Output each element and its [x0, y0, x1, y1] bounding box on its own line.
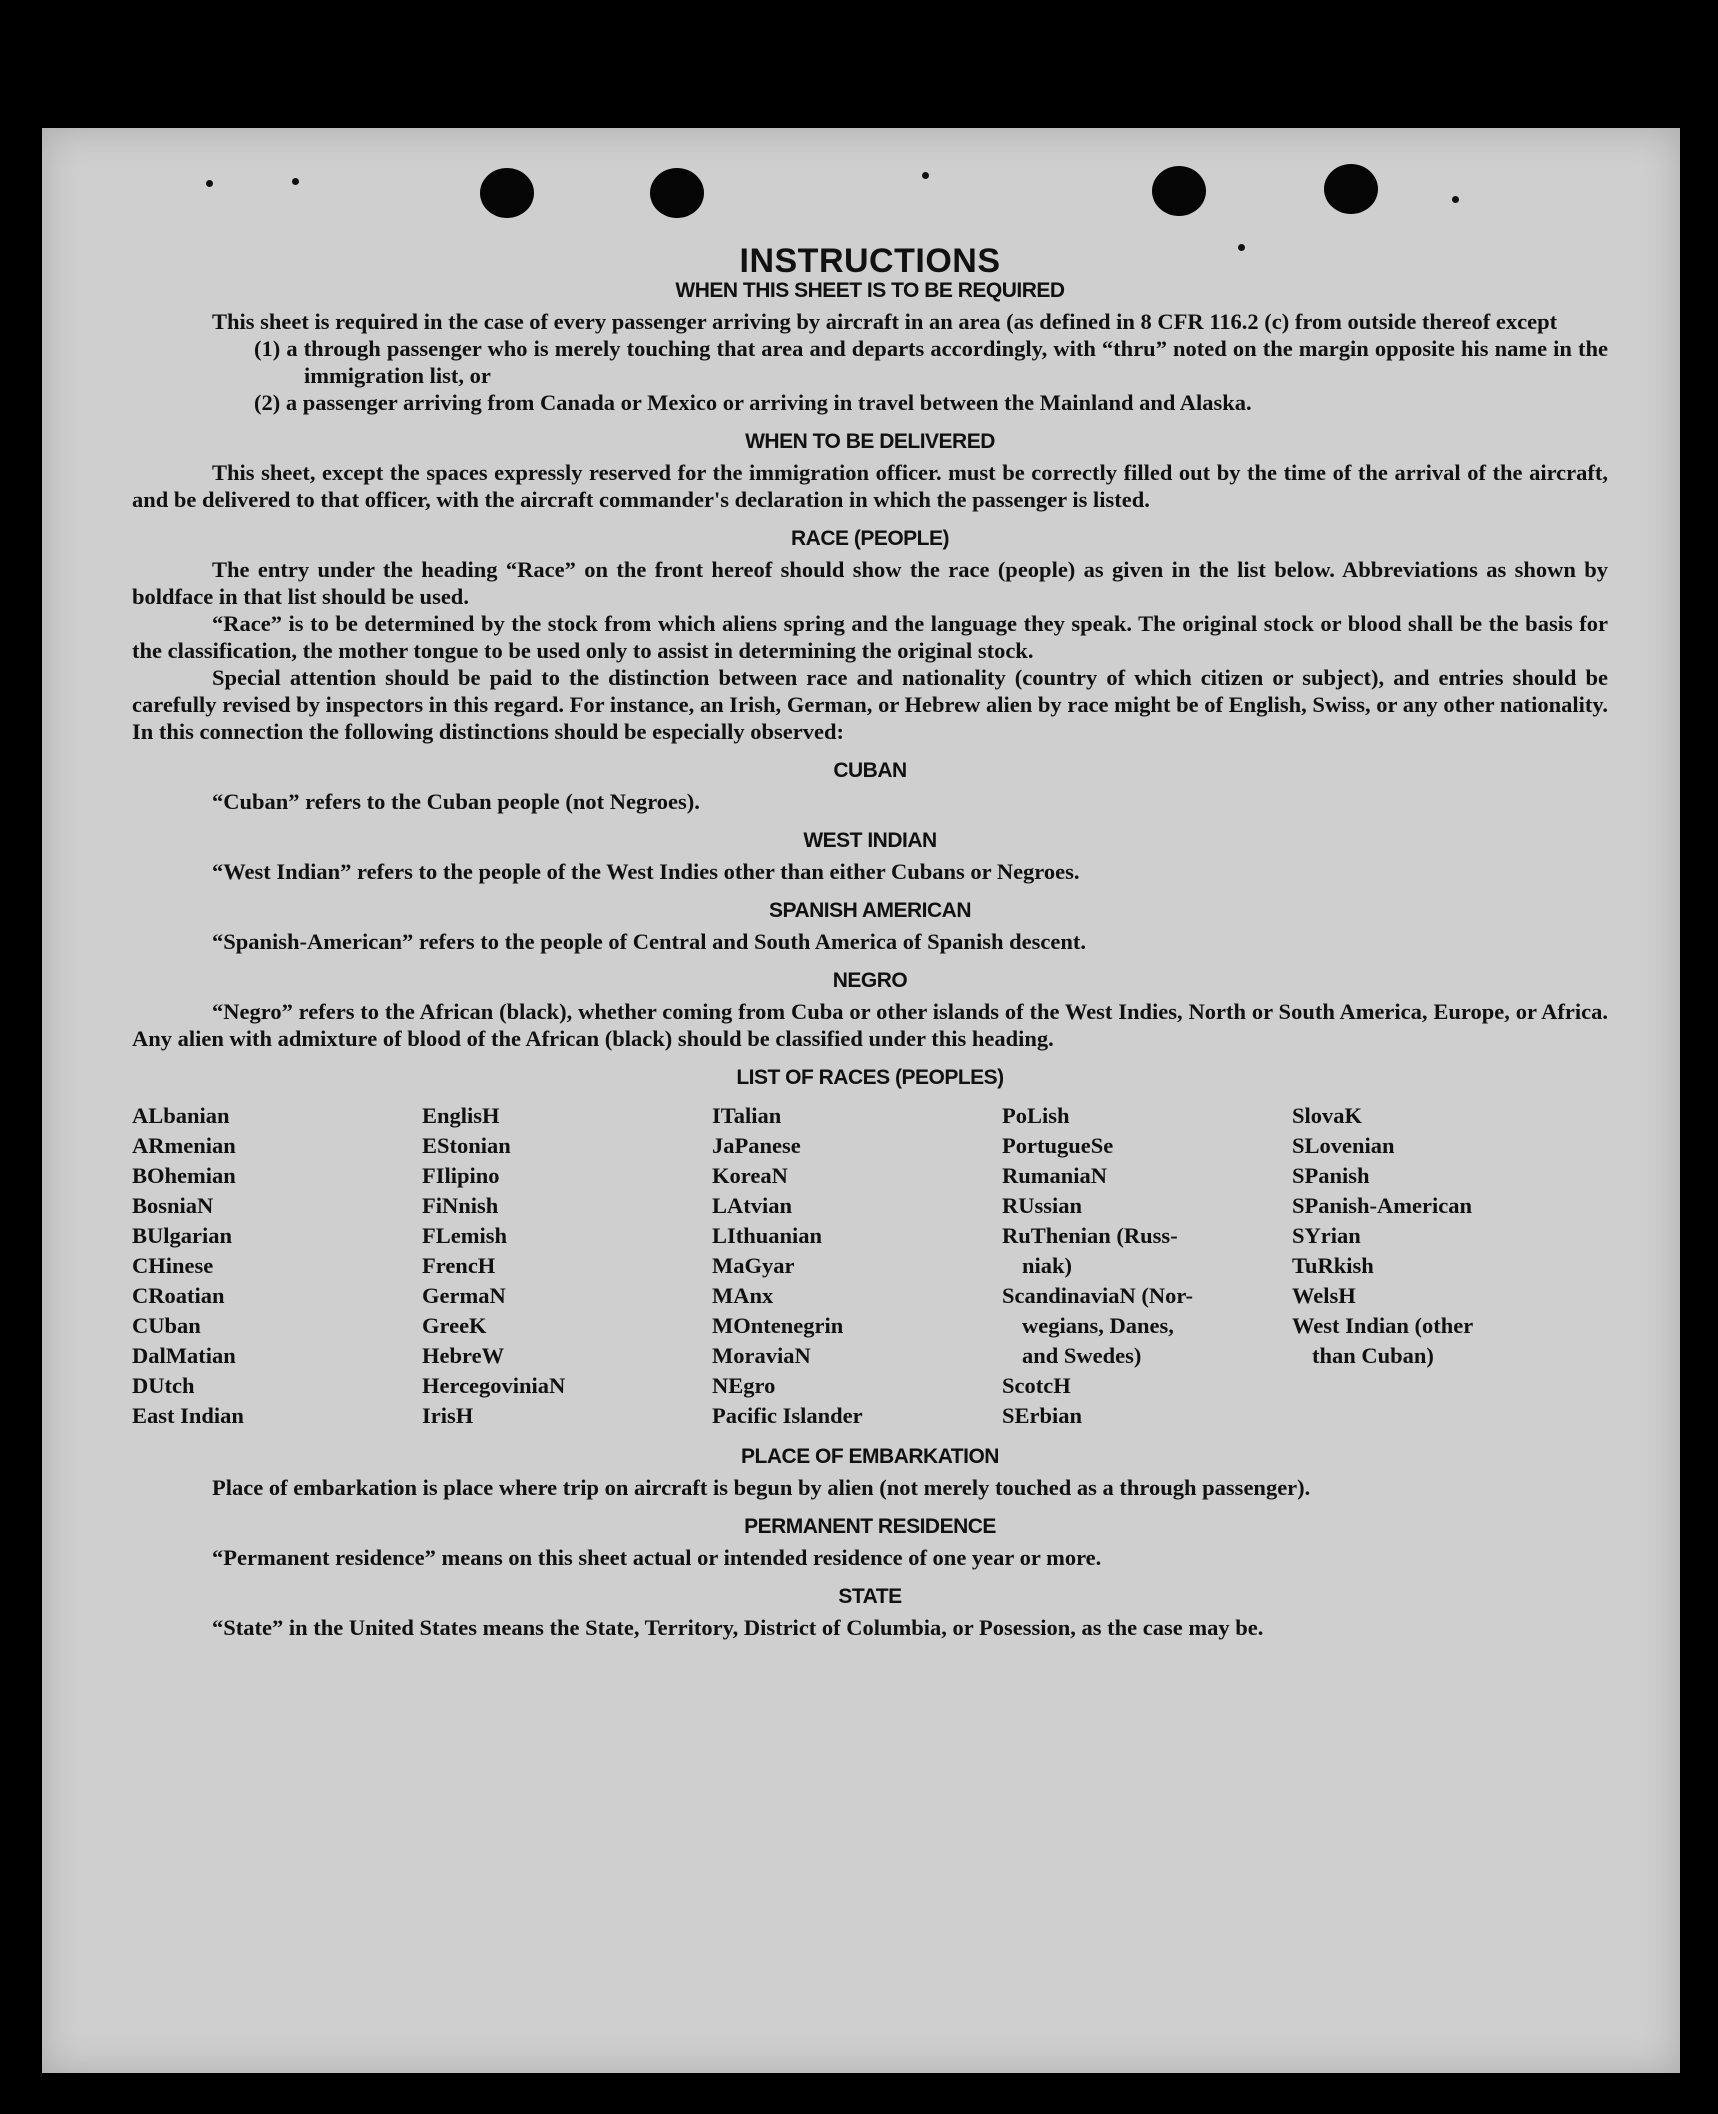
race-entry: TuRkish — [1292, 1253, 1374, 1278]
race-entry: CRoatian — [132, 1283, 225, 1308]
races-column — [422, 1101, 712, 1431]
heading-cuban: CUBAN — [833, 759, 907, 782]
paragraph-cuban: “Cuban” refers to the Cuban people (not Negroes). — [212, 789, 700, 814]
race-entry: SPanish — [1292, 1163, 1370, 1188]
paragraph-delivered: This sheet, except the spaces expressly reserved for the immigration officer. must be correctly filled out by the time of the arrival of the aircraft, and be delivered to that officer, with the aircraft commander's declaration in which the passenger is listed. — [132, 460, 1608, 512]
heading-spanish-american: SPANISH AMERICAN — [768, 899, 971, 922]
race-entry: EnglisH — [422, 1103, 500, 1128]
list-item: (2) a passenger arriving from Canada or Mexico or arriving in travel between the Mainland and Alaska. — [254, 390, 1252, 415]
paragraph-state: “State” in the United States means the State, Territory, District of Columbia, or Posession, as the case may be. — [212, 1615, 1264, 1640]
race-entry: West Indian (other — [1292, 1313, 1474, 1338]
race-entry: NEgro — [712, 1373, 776, 1398]
race-entry: EStonian — [422, 1133, 511, 1158]
races-list — [132, 1101, 1608, 1431]
paragraph-spanish-american: “Spanish-American” refers to the people of Central and South America of Spanish descent. — [212, 929, 1086, 954]
race-entry: MOntenegrin — [712, 1313, 844, 1338]
speck — [1452, 196, 1459, 203]
speck — [206, 180, 213, 187]
race-entry: MaGyar — [712, 1253, 795, 1278]
race-entry: SlovaK — [1292, 1103, 1363, 1128]
race-entry: BOhemian — [132, 1163, 236, 1188]
punch-hole — [650, 168, 704, 218]
race-entry: LAtvian — [712, 1193, 793, 1218]
race-entry: PoLish — [1002, 1103, 1070, 1128]
speck — [292, 178, 299, 185]
race-entry: LIthuanian — [712, 1223, 823, 1248]
paragraph-negro: “Negro” refers to the African (black), whether coming from Cuba or other islands of the West Indies, North or South America, Europe, or Africa. Any alien with admixture of blood of the African (black) should be classified under this heading. — [132, 999, 1608, 1051]
race-entry: wegians, Danes, — [1022, 1313, 1174, 1338]
race-entry: SPanish-American — [1292, 1193, 1472, 1218]
speck — [922, 172, 929, 179]
heading-embarkation: PLACE OF EMBARKATION — [741, 1445, 999, 1468]
race-entry: FIlipino — [422, 1163, 500, 1188]
instructions-body — [132, 242, 1608, 1641]
race-entry: DUtch — [132, 1373, 195, 1398]
race-entry: than Cuban) — [1312, 1343, 1434, 1368]
race-entry: SErbian — [1002, 1403, 1083, 1428]
paragraph-required: This sheet is required in the case of every passenger arriving by aircraft in an area (as defined in 8 CFR 116.2 (c) from outside thereof except — [212, 309, 1558, 334]
race-entry: and Swedes) — [1022, 1343, 1142, 1368]
paragraph-residence: “Permanent residence” means on this sheet actual or intended residence of one year or more. — [212, 1545, 1102, 1570]
heading-state: STATE — [838, 1585, 902, 1608]
punch-hole — [1324, 164, 1378, 214]
race-entry: FLemish — [422, 1223, 508, 1248]
race-entry: CUban — [132, 1313, 201, 1338]
race-entry: GreeK — [422, 1313, 487, 1338]
punch-hole — [1152, 166, 1206, 216]
race-entry: niak) — [1022, 1253, 1073, 1278]
race-entry: FiNnish — [422, 1193, 499, 1218]
heading-race: RACE (PEOPLE) — [790, 527, 949, 550]
race-entry: KoreaN — [712, 1163, 788, 1188]
paragraph-race: Special attention should be paid to the distinction between race and nationality (country of which citizen or subject), and entries should be carefully revised by inspectors in this regard. For instance, an Irish, German, or Hebrew alien by race might be of English, Swiss, or any other nationality. In this connection the following distinctions should be especially observed: — [132, 665, 1608, 744]
race-entry: RuThenian (Russ- — [1002, 1223, 1178, 1248]
heading-residence: PERMANENT RESIDENCE — [744, 1515, 996, 1538]
list-item: (1) a through passenger who is merely touching that area and departs accordingly, with “thru” noted on the margin opposite his name in the immigration list, or — [254, 336, 1608, 388]
race-entry: ALbanian — [132, 1103, 230, 1128]
heading-negro: NEGRO — [832, 969, 908, 992]
paragraph-west-indian: “West Indian” refers to the people of the West Indies other than either Cubans or Negroes. — [212, 859, 1080, 884]
race-entry: SLovenian — [1292, 1133, 1395, 1158]
races-column — [132, 1101, 422, 1431]
document-sheet — [42, 128, 1680, 2073]
race-entry: ARmenian — [132, 1133, 236, 1158]
race-entry: FrencH — [422, 1253, 496, 1278]
races-column — [1292, 1101, 1582, 1431]
race-entry: GermaN — [422, 1283, 506, 1308]
race-entry: IrisH — [422, 1403, 474, 1428]
heading-races-list: LIST OF RACES (PEOPLES) — [736, 1066, 1004, 1089]
races-column — [1002, 1101, 1292, 1431]
race-entry: RumaniaN — [1002, 1163, 1108, 1188]
race-entry: WelsH — [1292, 1283, 1356, 1308]
heading-delivered: WHEN TO BE DELIVERED — [745, 430, 995, 453]
paragraph-embarkation: Place of embarkation is place where trip on aircraft is begun by alien (not merely touched as a through passenger). — [212, 1475, 1311, 1500]
race-entry: RUssian — [1002, 1193, 1083, 1218]
race-entry: ScandinaviaN (Nor- — [1002, 1283, 1194, 1308]
race-entry: DalMatian — [132, 1343, 236, 1368]
heading-required: WHEN THIS SHEET IS TO BE REQUIRED — [675, 279, 1065, 302]
race-entry: SYrian — [1292, 1223, 1361, 1248]
race-entry: HebreW — [422, 1343, 505, 1368]
race-entry: CHinese — [132, 1253, 214, 1278]
paragraph-race: “Race” is to be determined by the stock from which aliens spring and the language they speak. The original stock or blood shall be the basis for the classification, the mother tongue to be used only to assist in determining the original stock. — [132, 611, 1608, 663]
race-entry: Pacific Islander — [712, 1403, 863, 1428]
paragraph-race: The entry under the heading “Race” on the front hereof should show the race (people) as given in the list below. Abbreviations as shown by boldface in that list should be used. — [132, 557, 1608, 609]
race-entry: PortugueSe — [1002, 1133, 1114, 1158]
race-entry: HercegoviniaN — [422, 1373, 566, 1398]
heading-west-indian: WEST INDIAN — [803, 829, 937, 852]
race-entry: MoraviaN — [712, 1343, 811, 1368]
race-entry: East Indian — [132, 1403, 244, 1428]
page-title: INSTRUCTIONS — [739, 242, 1001, 280]
race-entry: BUlgarian — [132, 1223, 233, 1248]
race-entry: JaPanese — [712, 1133, 801, 1158]
punch-hole — [480, 168, 534, 218]
race-entry: MAnx — [712, 1283, 774, 1308]
race-entry: ITalian — [712, 1103, 782, 1128]
race-entry: ScotcH — [1002, 1373, 1071, 1398]
races-column — [712, 1101, 1002, 1431]
race-entry: BosniaN — [132, 1193, 214, 1218]
